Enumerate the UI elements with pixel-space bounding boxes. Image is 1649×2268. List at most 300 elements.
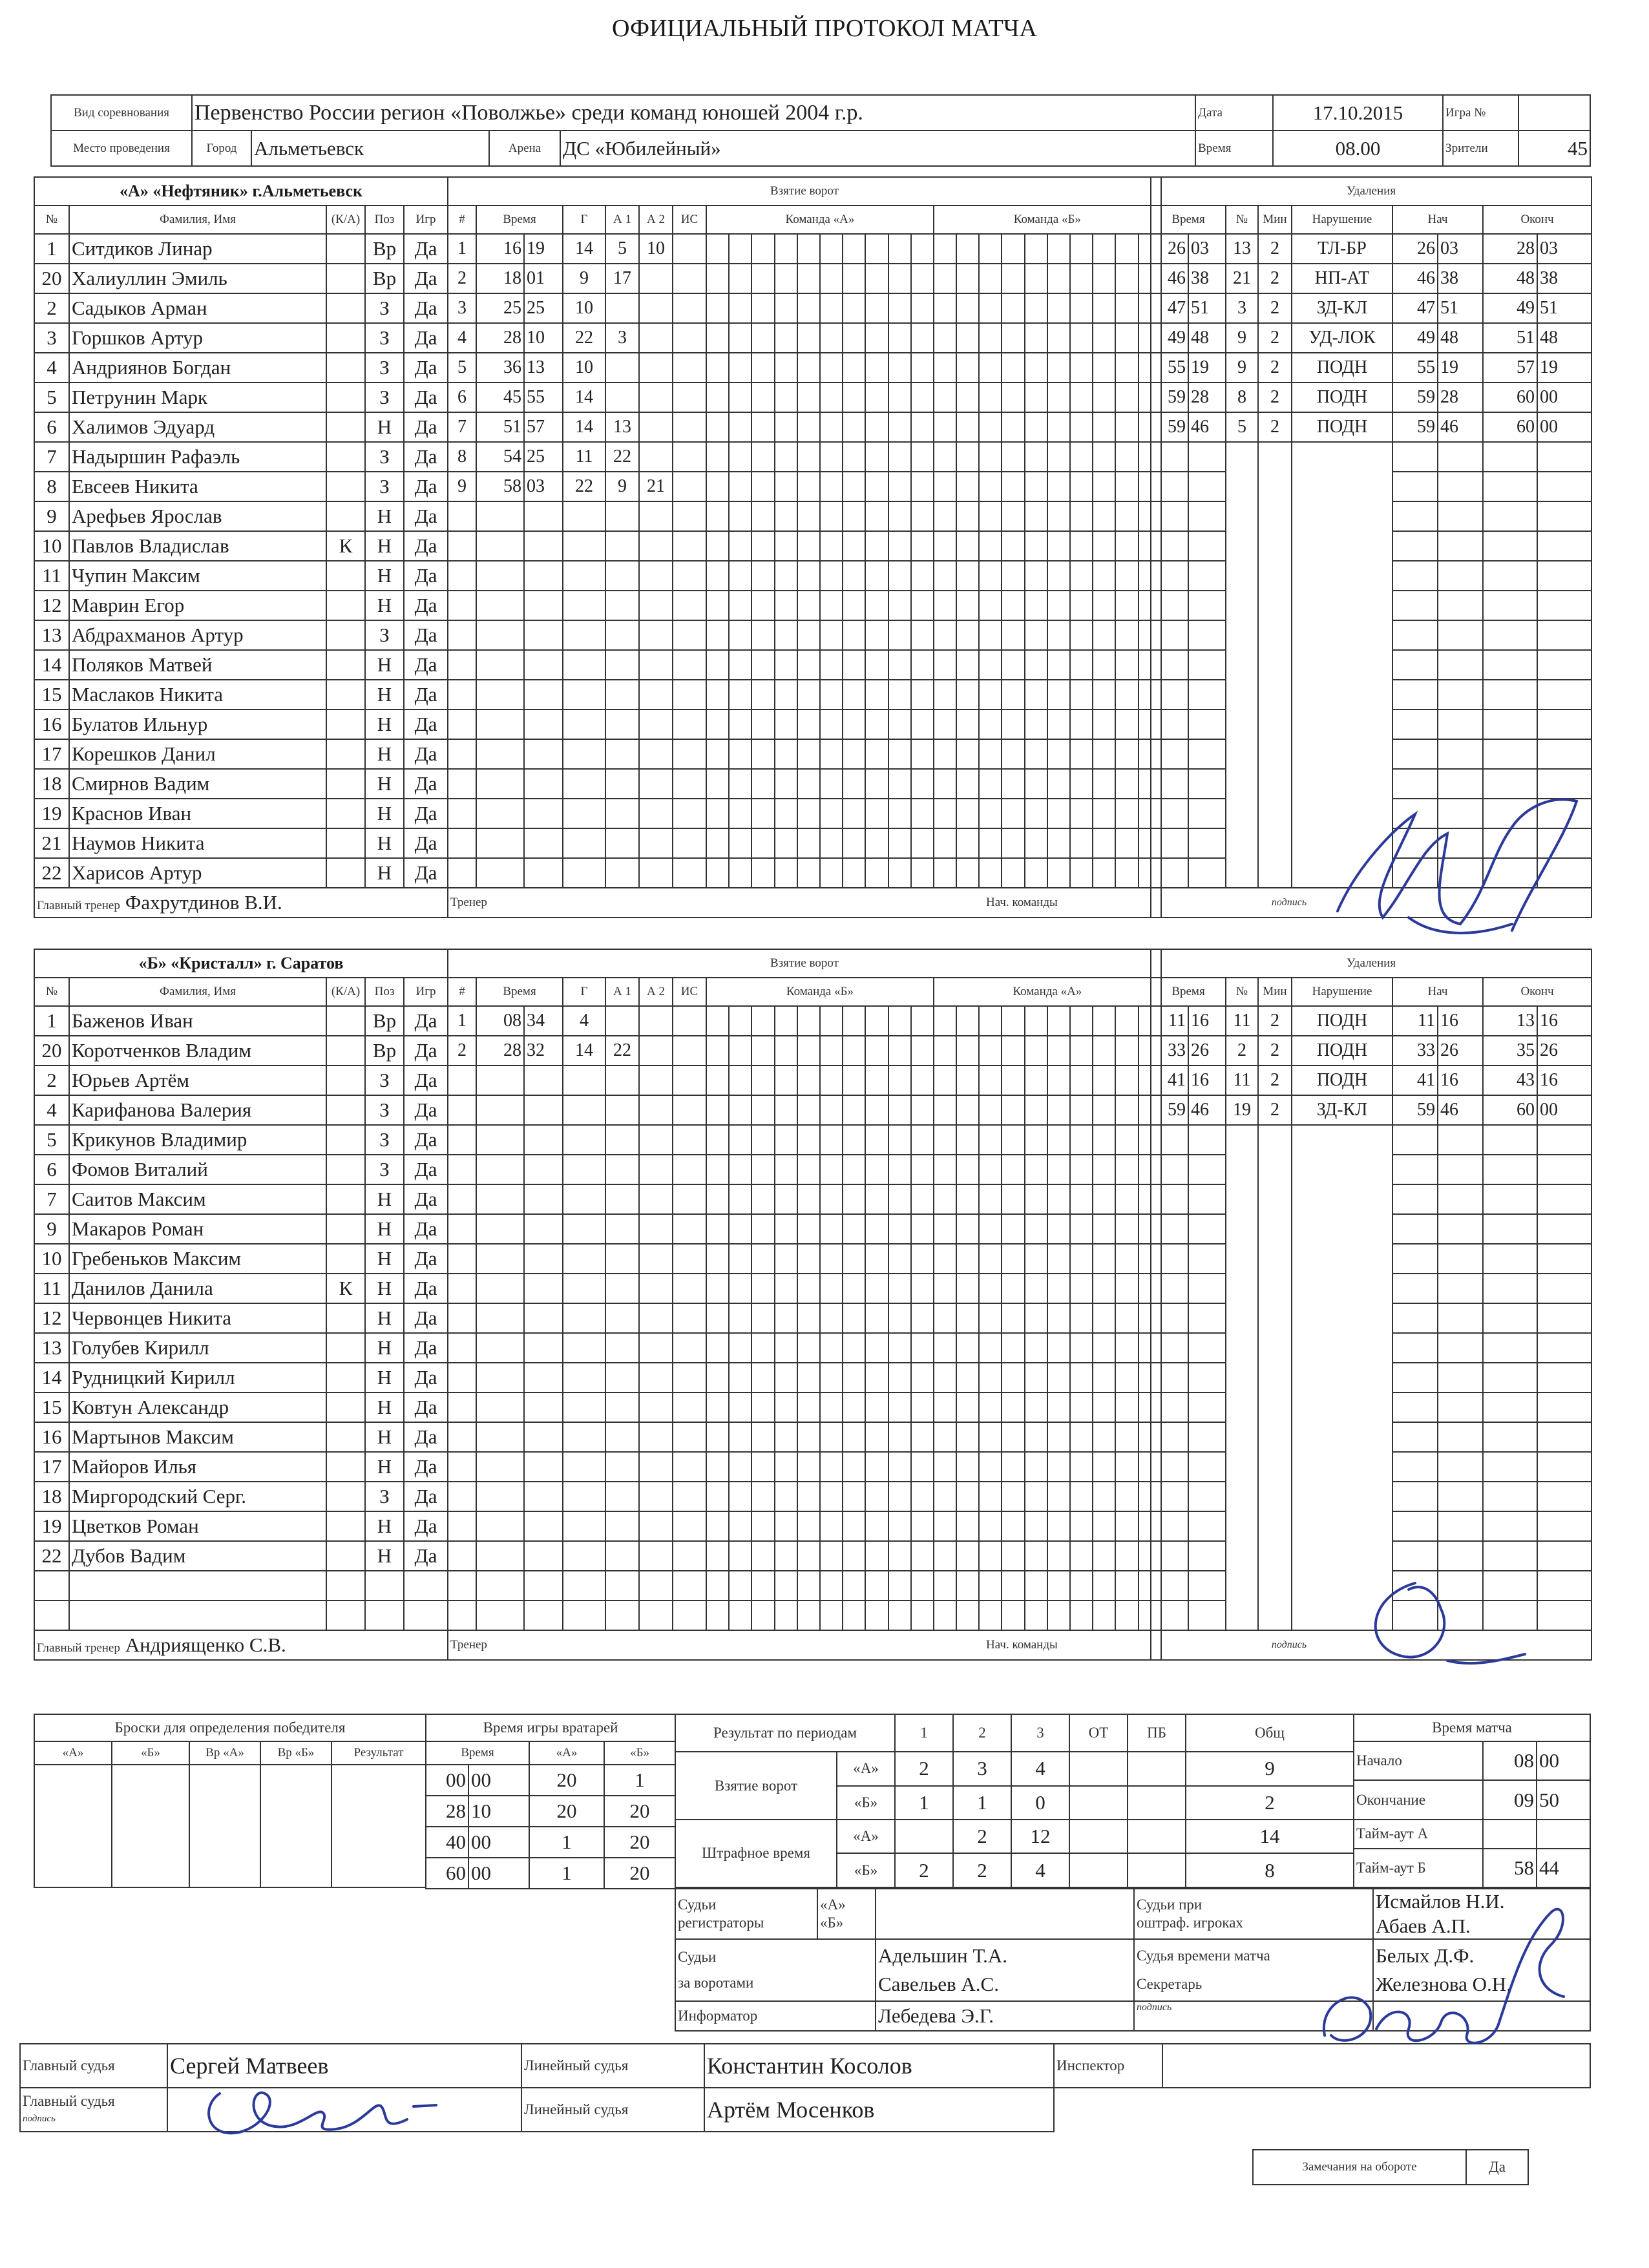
penalty-player-no: 9 bbox=[1226, 323, 1258, 353]
penalty-time-min: 55 bbox=[1151, 353, 1188, 383]
match-header-table bbox=[50, 94, 1591, 167]
player-played: Да bbox=[404, 1274, 448, 1303]
player-number: 19 bbox=[34, 1511, 69, 1541]
officials-signature-label: подпись bbox=[1134, 2001, 1373, 2031]
penalty-end-min: 60 bbox=[1483, 1095, 1537, 1125]
player-captain bbox=[326, 264, 365, 293]
coach-label: Тренер bbox=[450, 1638, 487, 1652]
goal-row bbox=[448, 293, 1161, 323]
goalie-b: 20 bbox=[604, 1796, 675, 1827]
player-captain bbox=[326, 1363, 365, 1392]
player-row bbox=[34, 1541, 448, 1571]
player-number: 6 bbox=[34, 1155, 69, 1184]
penalty-end-min: 51 bbox=[1483, 323, 1537, 353]
goalie-time-title: Время игры вратарей bbox=[426, 1714, 675, 1741]
penalty-player-no: 3 bbox=[1226, 293, 1258, 323]
player-played: Да bbox=[404, 472, 448, 501]
penalty-minutes: 2 bbox=[1258, 264, 1292, 293]
player-played: Да bbox=[404, 1095, 448, 1125]
penalty-no-header: № bbox=[1226, 978, 1258, 1006]
player-name: Поляков Матвей bbox=[69, 650, 326, 680]
pim-b-p2: 2 bbox=[953, 1853, 1011, 1887]
shootout-col-result: Результат bbox=[331, 1741, 426, 1765]
penalty-row bbox=[1151, 1066, 1591, 1095]
arena-label: Арена bbox=[489, 131, 560, 166]
penalty-row bbox=[1151, 264, 1591, 293]
goal-scorer: 9 bbox=[563, 264, 605, 293]
player-captain bbox=[326, 442, 365, 472]
player-captain bbox=[326, 739, 365, 769]
goalie-time-sec: 10 bbox=[468, 1796, 529, 1827]
goalie-row bbox=[426, 1827, 675, 1858]
team_b-goals-table bbox=[447, 949, 1162, 1661]
penalty-minutes: 2 bbox=[1258, 412, 1292, 442]
player-name: Смирнов Вадим bbox=[69, 769, 326, 799]
player-played: Да bbox=[404, 1155, 448, 1184]
player-position: Н bbox=[365, 531, 404, 561]
date-value: 17.10.2015 bbox=[1273, 95, 1443, 131]
player-captain bbox=[326, 1184, 365, 1214]
goals-a-label: «А» bbox=[837, 1752, 895, 1785]
team_b-roster-table bbox=[34, 949, 448, 1661]
team_a-goals-table bbox=[447, 176, 1162, 918]
remarks-value: Да bbox=[1466, 2150, 1528, 2185]
penalty-end-min: 35 bbox=[1483, 1036, 1537, 1066]
goalie-b: 20 bbox=[604, 1858, 675, 1889]
penalty-time-min: 59 bbox=[1151, 1095, 1188, 1125]
goal-scorer: 11 bbox=[563, 442, 605, 472]
player-name: Дубов Вадим bbox=[69, 1541, 326, 1571]
player-played: Да bbox=[404, 531, 448, 561]
player-name: Ситдиков Линар bbox=[69, 234, 326, 264]
team_a-title: «А» «Нефтяник» г.Альметьевск bbox=[34, 177, 448, 205]
player-row bbox=[34, 531, 448, 561]
player-played: Да bbox=[404, 650, 448, 680]
coach-label: Тренер bbox=[450, 896, 487, 909]
goal-judge-1: Адельшин Т.А. bbox=[878, 1944, 1008, 1967]
player-position: Н bbox=[365, 1422, 404, 1452]
penalty-end-min: 48 bbox=[1483, 264, 1537, 293]
goal-number: 2 bbox=[448, 264, 476, 293]
team_b-title: «Б» «Кристалл» г. Саратов bbox=[34, 949, 448, 978]
penalty-min-header: Мин bbox=[1258, 205, 1292, 234]
team-chief-label: Нач. команды bbox=[986, 1638, 1058, 1652]
player-position: З bbox=[365, 1155, 404, 1184]
goal-assist-1: 22 bbox=[605, 1036, 639, 1066]
player-played: Да bbox=[404, 383, 448, 412]
period-col-1: 1 bbox=[895, 1714, 953, 1752]
penalty-end-sec: 16 bbox=[1537, 1066, 1591, 1095]
goal-judges-label-1: Судьи bbox=[678, 1949, 717, 1965]
player-name: Ковтун Александр bbox=[69, 1392, 326, 1422]
goal-row bbox=[448, 353, 1161, 383]
period-col-total: Общ bbox=[1186, 1714, 1354, 1752]
goal-number: 4 bbox=[448, 323, 476, 353]
penalty-time-sec: 16 bbox=[1188, 1066, 1226, 1095]
goal-assist-2 bbox=[639, 383, 673, 412]
penalty-time-header: Время bbox=[1151, 205, 1226, 234]
player-played: Да bbox=[404, 1125, 448, 1155]
penalty-violation: УД-ЛОК bbox=[1292, 323, 1392, 353]
penalty-start-sec: 19 bbox=[1438, 353, 1483, 383]
player-played: Да bbox=[404, 828, 448, 858]
penalty-end-min: 43 bbox=[1483, 1066, 1537, 1095]
player-played: Да bbox=[404, 293, 448, 323]
secretary-value: Железнова О.Н. bbox=[1376, 1973, 1511, 1995]
player-captain bbox=[326, 1541, 365, 1571]
goal-row bbox=[448, 264, 1161, 293]
player-number: 5 bbox=[34, 1125, 69, 1155]
penalty-minutes: 2 bbox=[1258, 234, 1292, 264]
goalie-a: 1 bbox=[529, 1827, 604, 1858]
goal-team-second-header: Команда «А» bbox=[934, 978, 1161, 1006]
goal-seconds: 25 bbox=[524, 293, 563, 323]
player-row bbox=[34, 472, 448, 501]
player-name: Рудницкий Кирилл bbox=[69, 1363, 326, 1392]
player-number: 13 bbox=[34, 620, 69, 650]
player-number: 15 bbox=[34, 1392, 69, 1422]
player-played: Да bbox=[404, 1363, 448, 1392]
player-name: Горшков Артур bbox=[69, 323, 326, 353]
goalie-time-min: 40 bbox=[426, 1827, 468, 1858]
player-captain: К bbox=[326, 531, 365, 561]
penalty-end-sec: 48 bbox=[1537, 323, 1591, 353]
player-row bbox=[34, 739, 448, 769]
goal-team-first-header: Команда «Б» bbox=[706, 978, 934, 1006]
penalty-row bbox=[1151, 412, 1591, 442]
goals-b-p2: 1 bbox=[953, 1786, 1011, 1820]
player-position: Вр bbox=[365, 1036, 404, 1066]
penalty-time-sec: 46 bbox=[1188, 412, 1226, 442]
player-captain bbox=[326, 1333, 365, 1363]
player-played: Да bbox=[404, 442, 448, 472]
player-captain bbox=[326, 828, 365, 858]
goal-seconds: 55 bbox=[524, 383, 563, 412]
roster-ka-header: (К/А) bbox=[326, 205, 365, 234]
player-played: Да bbox=[404, 1184, 448, 1214]
player-played: Да bbox=[404, 1006, 448, 1036]
period-col-so: ПБ bbox=[1128, 1714, 1186, 1752]
player-number: 19 bbox=[34, 799, 69, 828]
penalty-violation-header: Нарушение bbox=[1292, 205, 1392, 234]
penalty-end-sec: 00 bbox=[1537, 1095, 1591, 1125]
goal-assist-1: 5 bbox=[605, 234, 639, 264]
player-name: Карифанова Валерия bbox=[69, 1095, 326, 1125]
player-row bbox=[34, 650, 448, 680]
player-position: З bbox=[365, 442, 404, 472]
penalty-time-min: 33 bbox=[1151, 1036, 1188, 1066]
goalie-a: 20 bbox=[529, 1765, 604, 1796]
pim-b-so bbox=[1128, 1853, 1186, 1887]
penalty-start-min: 59 bbox=[1392, 412, 1438, 442]
player-played: Да bbox=[404, 412, 448, 442]
timeout-b-min: 58 bbox=[1483, 1849, 1537, 1888]
period-col-ot: ОТ bbox=[1069, 1714, 1128, 1752]
goalie-time-min: 00 bbox=[426, 1765, 468, 1796]
goalie-time-sec: 00 bbox=[468, 1765, 529, 1796]
penalty-player-no: 11 bbox=[1226, 1006, 1258, 1036]
player-name: Надыршин Рафаэль bbox=[69, 442, 326, 472]
goal-minutes: 36 bbox=[476, 353, 524, 383]
player-row bbox=[34, 1333, 448, 1363]
goal-assist-1: 3 bbox=[605, 323, 639, 353]
player-position: Н bbox=[365, 650, 404, 680]
penalty-minutes: 2 bbox=[1258, 1006, 1292, 1036]
main-referee-label-1: Главный судья bbox=[20, 2044, 167, 2088]
goal-seconds: 32 bbox=[524, 1036, 563, 1066]
player-played: Да bbox=[404, 501, 448, 531]
goals-b-p3: 0 bbox=[1011, 1786, 1069, 1820]
player-name: Баженов Иван bbox=[69, 1006, 326, 1036]
penalty-start-sec: 46 bbox=[1438, 412, 1483, 442]
player-number: 2 bbox=[34, 293, 69, 323]
goals-a-total: 9 bbox=[1186, 1752, 1354, 1785]
goals-a-p1: 2 bbox=[895, 1752, 953, 1785]
penalty-time-sec: 51 bbox=[1188, 293, 1226, 323]
player-row bbox=[34, 1422, 448, 1452]
player-captain bbox=[326, 323, 365, 353]
pim-b-total: 8 bbox=[1186, 1853, 1354, 1887]
player-row bbox=[34, 1452, 448, 1482]
periods-table bbox=[675, 1714, 1354, 1888]
linesman-label-2: Линейный судья bbox=[521, 2088, 704, 2132]
roster-played-header: Игр bbox=[404, 205, 448, 234]
goal-strength bbox=[673, 323, 706, 353]
penalty-player-no: 5 bbox=[1226, 412, 1258, 442]
penalty-minutes: 2 bbox=[1258, 1036, 1292, 1066]
player-number: 17 bbox=[34, 739, 69, 769]
player-position: Вр bbox=[365, 264, 404, 293]
penalty-player-no: 9 bbox=[1226, 353, 1258, 383]
player-row bbox=[34, 234, 448, 264]
player-captain bbox=[326, 591, 365, 620]
goal-assist-1 bbox=[605, 383, 639, 412]
player-name: Саитов Максим bbox=[69, 1184, 326, 1214]
penalty-end-sec: 03 bbox=[1537, 234, 1591, 264]
penalty-time-min: 11 bbox=[1151, 1006, 1188, 1036]
penalty-start-min: 49 bbox=[1392, 323, 1438, 353]
goal-hash-header: # bbox=[448, 205, 476, 234]
end-hours: 09 bbox=[1483, 1780, 1537, 1819]
coach-signature-label: подпись bbox=[1271, 1639, 1307, 1650]
remarks-label: Замечания на обороте bbox=[1253, 2150, 1466, 2185]
player-name: Садыков Арман bbox=[69, 293, 326, 323]
goal-assist-2 bbox=[639, 412, 673, 442]
registrars-label-1: Судьи bbox=[678, 1896, 717, 1913]
penalty-end-header: Оконч bbox=[1483, 205, 1591, 234]
penalty-judge-2: Абаев А.П. bbox=[1376, 1915, 1471, 1937]
goal-scorer-header: Г bbox=[563, 205, 605, 234]
goalie-col-b: «Б» bbox=[604, 1741, 675, 1765]
player-captain bbox=[326, 412, 365, 442]
goal-scorer-header: Г bbox=[563, 978, 605, 1006]
penalty-time-sec: 16 bbox=[1188, 1006, 1226, 1036]
linesman-1: Константин Косолов bbox=[704, 2044, 1054, 2088]
goals-a-p3: 4 bbox=[1011, 1752, 1069, 1785]
goal-strength bbox=[673, 383, 706, 412]
player-name: Червонцев Никита bbox=[69, 1303, 326, 1333]
player-position: З bbox=[365, 1066, 404, 1095]
penalty-violation: ЗД-КЛ bbox=[1292, 293, 1392, 323]
goal-judge-2: Савельев А.С. bbox=[878, 1973, 999, 1995]
goalie-col-a: «А» bbox=[529, 1741, 604, 1765]
player-position: Н bbox=[365, 709, 404, 739]
player-number: 13 bbox=[34, 1333, 69, 1363]
roster-name-header: Фамилия, Имя bbox=[69, 978, 326, 1006]
penalty-time-sec: 03 bbox=[1188, 234, 1226, 264]
player-row bbox=[34, 828, 448, 858]
player-number: 1 bbox=[34, 1006, 69, 1036]
goal-assist-2 bbox=[639, 264, 673, 293]
player-captain bbox=[326, 1303, 365, 1333]
goal-seconds: 57 bbox=[524, 412, 563, 442]
penalty-start-min: 33 bbox=[1392, 1036, 1438, 1066]
city-value: Альметьевск bbox=[251, 131, 489, 166]
periods-title: Результат по периодам bbox=[675, 1714, 895, 1752]
penalty-end-sec: 19 bbox=[1537, 353, 1591, 383]
player-row bbox=[34, 1244, 448, 1274]
pim-a-label: «А» bbox=[837, 1820, 895, 1853]
player-number: 20 bbox=[34, 1036, 69, 1066]
goal-seconds: 19 bbox=[524, 234, 563, 264]
goal-scorer: 14 bbox=[563, 1036, 605, 1066]
penalty-start-sec: 03 bbox=[1438, 234, 1483, 264]
player-number: 9 bbox=[34, 1214, 69, 1244]
spectators-value: 45 bbox=[1518, 131, 1590, 166]
player-name: Фомов Виталий bbox=[69, 1155, 326, 1184]
goal-number: 5 bbox=[448, 353, 476, 383]
player-captain bbox=[326, 353, 365, 383]
penalty-violation: ПОДН bbox=[1292, 1066, 1392, 1095]
team-chief-label: Нач. команды bbox=[986, 896, 1058, 909]
player-row bbox=[34, 412, 448, 442]
penalty-player-no: 19 bbox=[1226, 1095, 1258, 1125]
penalty-start-min: 55 bbox=[1392, 353, 1438, 383]
penalty-start-min: 59 bbox=[1392, 383, 1438, 412]
penalty-end-sec: 00 bbox=[1537, 412, 1591, 442]
player-played: Да bbox=[404, 1422, 448, 1452]
goal-scorer: 10 bbox=[563, 293, 605, 323]
player-played: Да bbox=[404, 799, 448, 828]
start-minutes: 00 bbox=[1537, 1741, 1590, 1780]
player-played: Да bbox=[404, 234, 448, 264]
roster-pos-header: Поз bbox=[365, 978, 404, 1006]
player-captain bbox=[326, 293, 365, 323]
roster-pos-header: Поз bbox=[365, 205, 404, 234]
pim-b-p1: 2 bbox=[895, 1853, 953, 1887]
player-number: 15 bbox=[34, 680, 69, 709]
game-no-label: Игра № bbox=[1443, 95, 1518, 131]
player-name: Чупин Максим bbox=[69, 561, 326, 591]
goal-scorer: 22 bbox=[563, 323, 605, 353]
timeout-a-label: Тайм-аут А bbox=[1354, 1820, 1483, 1849]
period-col-2: 2 bbox=[953, 1714, 1011, 1752]
penalty-time-sec: 48 bbox=[1188, 323, 1226, 353]
player-played: Да bbox=[404, 323, 448, 353]
player-played: Да bbox=[404, 1244, 448, 1274]
player-captain bbox=[326, 1244, 365, 1274]
player-number: 11 bbox=[34, 561, 69, 591]
player-played: Да bbox=[404, 264, 448, 293]
player-captain bbox=[326, 680, 365, 709]
time-value: 08.00 bbox=[1273, 131, 1443, 166]
player-captain: К bbox=[326, 1274, 365, 1303]
player-captain bbox=[326, 501, 365, 531]
goal-number: 9 bbox=[448, 472, 476, 501]
main-referee-label-2: Главный судья bbox=[23, 2092, 115, 2109]
player-number: 21 bbox=[34, 828, 69, 858]
goal-scorer: 14 bbox=[563, 234, 605, 264]
shootout-col-gk-a: Вр «А» bbox=[189, 1741, 260, 1765]
player-name: Халимов Эдуард bbox=[69, 412, 326, 442]
penalty-start-header: Нач bbox=[1392, 205, 1483, 234]
start-label: Начало bbox=[1354, 1741, 1483, 1780]
goalie-time-table bbox=[425, 1714, 676, 1889]
player-position: Н bbox=[365, 1303, 404, 1333]
timekeeper-label: Судья времени матча bbox=[1137, 1948, 1270, 1964]
player-position: Н bbox=[365, 1274, 404, 1303]
goal-a1-header: А 1 bbox=[605, 978, 639, 1006]
goal-assist-2 bbox=[639, 353, 673, 383]
player-captain bbox=[326, 1452, 365, 1482]
penalty-end-sec: 00 bbox=[1537, 383, 1591, 412]
player-row bbox=[34, 591, 448, 620]
goalie-a: 1 bbox=[529, 1858, 604, 1889]
goal-hash-header: # bbox=[448, 978, 476, 1006]
player-position: Н bbox=[365, 1363, 404, 1392]
goal-row bbox=[448, 1006, 1161, 1036]
penalty-violation: ПОДН bbox=[1292, 1006, 1392, 1036]
match-time-title: Время матча bbox=[1354, 1714, 1590, 1741]
goalie-time-min: 60 bbox=[426, 1858, 468, 1889]
player-position: Н bbox=[365, 858, 404, 888]
goalie-time-min: 28 bbox=[426, 1796, 468, 1827]
penalty-time-header: Время bbox=[1151, 978, 1226, 1006]
player-name: Мартынов Максим bbox=[69, 1422, 326, 1452]
goals-b-so bbox=[1128, 1786, 1186, 1820]
penalty-player-no: 21 bbox=[1226, 264, 1258, 293]
player-number: 12 bbox=[34, 1303, 69, 1333]
penalty-minutes: 2 bbox=[1258, 353, 1292, 383]
player-position: З bbox=[365, 383, 404, 412]
penalty-violation-header: Нарушение bbox=[1292, 978, 1392, 1006]
team-a-coach-signature bbox=[1318, 788, 1602, 956]
goal-team-first-header: Команда «А» bbox=[706, 205, 934, 234]
player-name: Наумов Никита bbox=[69, 828, 326, 858]
goal-assist-1 bbox=[605, 353, 639, 383]
goal-seconds: 01 bbox=[524, 264, 563, 293]
player-played: Да bbox=[404, 1452, 448, 1482]
player-captain bbox=[326, 1422, 365, 1452]
player-row bbox=[34, 1066, 448, 1095]
goal-row bbox=[448, 1036, 1161, 1066]
goal-minutes: 58 bbox=[476, 472, 524, 501]
player-played: Да bbox=[404, 1214, 448, 1244]
goal-time-header: Время bbox=[476, 205, 563, 234]
player-number: 6 bbox=[34, 412, 69, 442]
goal-row bbox=[448, 383, 1161, 412]
period-col-3: 3 bbox=[1011, 1714, 1069, 1752]
player-captain bbox=[326, 1511, 365, 1541]
page-title: ОФИЦИАЛЬНЫЙ ПРОТОКОЛ МАТЧА bbox=[612, 15, 1037, 42]
player-captain bbox=[326, 769, 365, 799]
penalty-time-sec: 38 bbox=[1188, 264, 1226, 293]
goal-minutes: 18 bbox=[476, 264, 524, 293]
player-row bbox=[34, 1036, 448, 1066]
goal-minutes: 45 bbox=[476, 383, 524, 412]
player-number: 8 bbox=[34, 472, 69, 501]
goal-row bbox=[448, 442, 1161, 472]
